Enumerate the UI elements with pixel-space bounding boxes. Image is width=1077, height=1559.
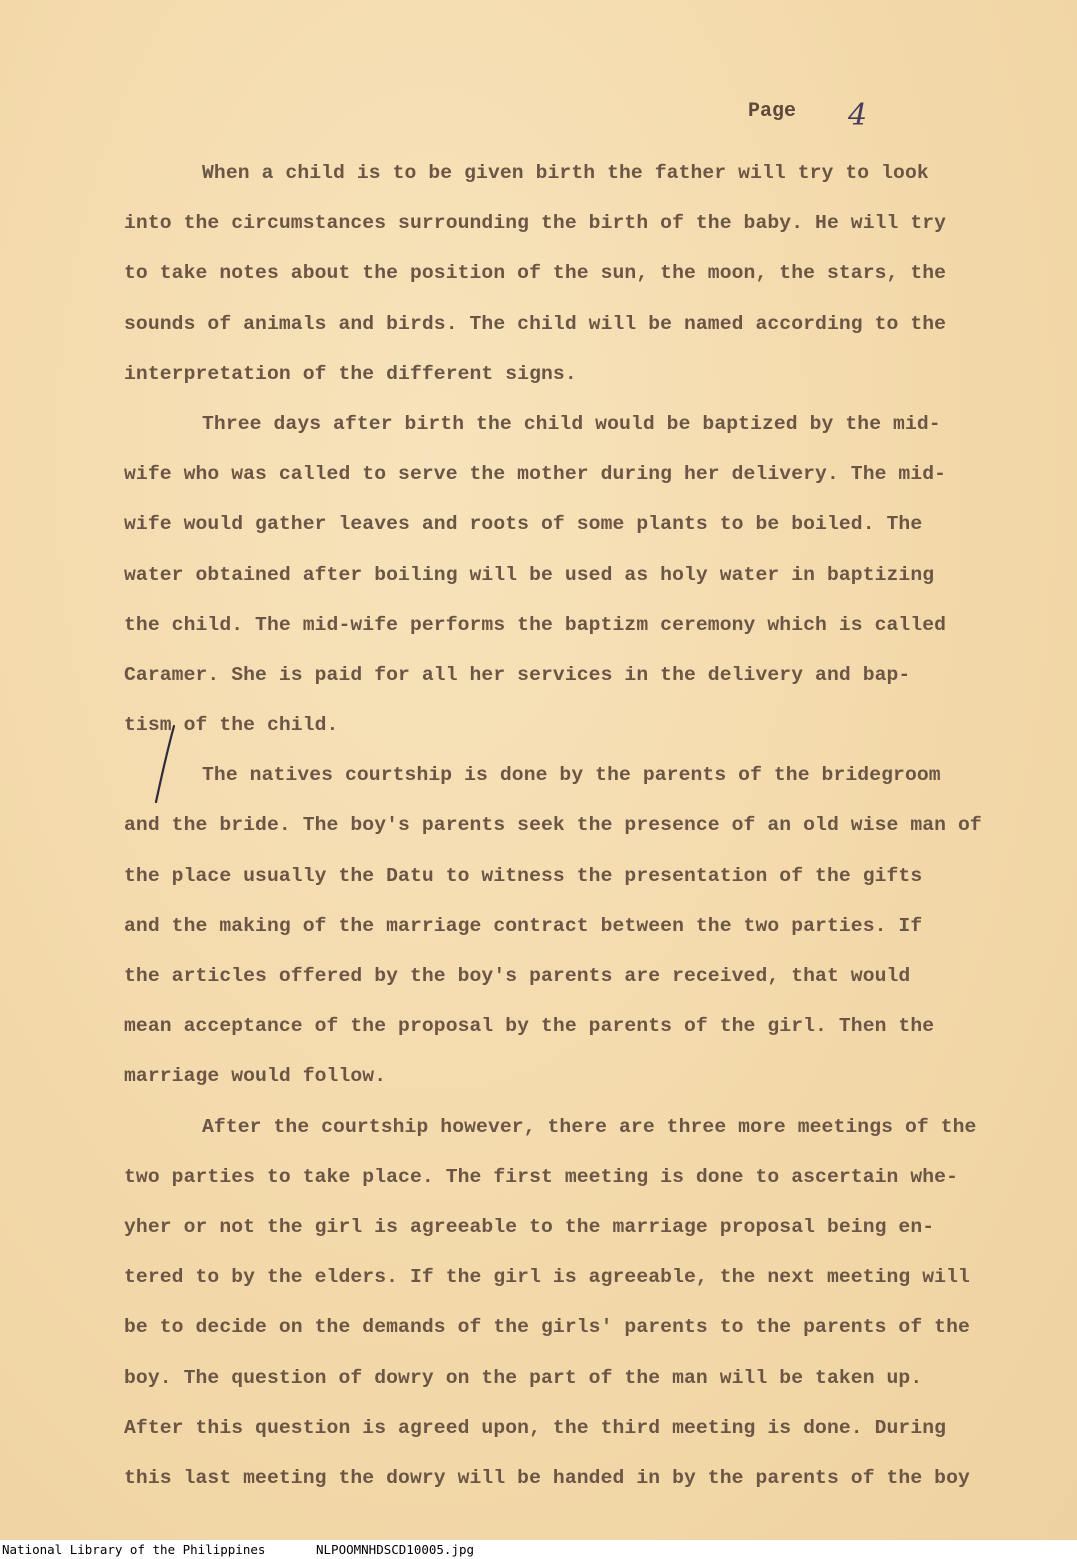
text-line: When a child is to be given birth the father will try to look xyxy=(202,162,929,184)
text-line: boy. The question of dowry on the part of the man will be taken up. xyxy=(124,1366,923,1389)
scan-footer xyxy=(0,1541,1077,1559)
text-line: and the making of the marriage contract between the two parties. If xyxy=(124,914,923,937)
text-line: yher or not the girl is agreeable to the marriage proposal being en- xyxy=(124,1215,935,1238)
text-line: Three days after birth the child would be baptized by the mid- xyxy=(202,412,941,435)
text-line: wife who was called to serve the mother during her delivery. The mid- xyxy=(124,463,947,486)
paragraph-mark-icon xyxy=(144,722,184,808)
text-line: and the bride. The boy's parents seek the presence of an old wise man of xyxy=(124,814,982,837)
text-line: Caramer. She is paid for all her services in the delivery and bap- xyxy=(124,663,911,686)
text-line: to take notes about the position of the sun, the moon, the stars, the xyxy=(124,262,947,285)
page-header-label: Page xyxy=(748,100,797,123)
text-line: After this question is agreed upon, the third meeting is done. During xyxy=(124,1416,947,1439)
text-line: water obtained after boiling will be used as holy water in baptizing xyxy=(124,563,935,586)
text-line: After the courtship however, there are three more meetings of the xyxy=(202,1115,977,1138)
text-line: marriage would follow. xyxy=(124,1065,387,1088)
text-line: interpretation of the different signs. xyxy=(124,362,577,385)
text-line: mean acceptance of the proposal by the parents of the girl. Then the xyxy=(124,1015,935,1038)
handwritten-page-number: 4 xyxy=(848,98,868,133)
text-line: the place usually the Datu to witness the presentation of the gifts xyxy=(124,864,923,887)
text-line: the child. The mid-wife performs the baptizm ceremony which is called xyxy=(124,613,947,636)
footer-filename: NLPOOMNHDSCD10005.jpg xyxy=(316,1542,475,1557)
text-line: into the circumstances surrounding the birth of the baby. He will try xyxy=(124,212,947,235)
text-line: this last meeting the dowry will be handed in by the parents of the boy xyxy=(124,1466,970,1489)
text-line: The natives courtship is done by the parents of the bridegroom xyxy=(202,764,941,787)
text-line: two parties to take place. The first meeting is done to ascertain whe- xyxy=(124,1165,959,1188)
text-line: sounds of animals and birds. The child will be named according to the xyxy=(124,312,947,335)
text-line: be to decide on the demands of the girls' parents to the parents of the xyxy=(124,1316,970,1339)
typed-body-text xyxy=(124,148,1044,1503)
text-line: tered to by the elders. If the girl is agreeable, the next meeting will xyxy=(124,1266,970,1289)
text-line: wife would gather leaves and roots of some plants to be boiled. The xyxy=(124,513,923,536)
footer-library-name: National Library of the Philippines xyxy=(2,1542,266,1557)
text-line: the articles offered by the boy's parents are received, that would xyxy=(124,965,911,987)
text-line: tism of the child. xyxy=(124,714,339,737)
